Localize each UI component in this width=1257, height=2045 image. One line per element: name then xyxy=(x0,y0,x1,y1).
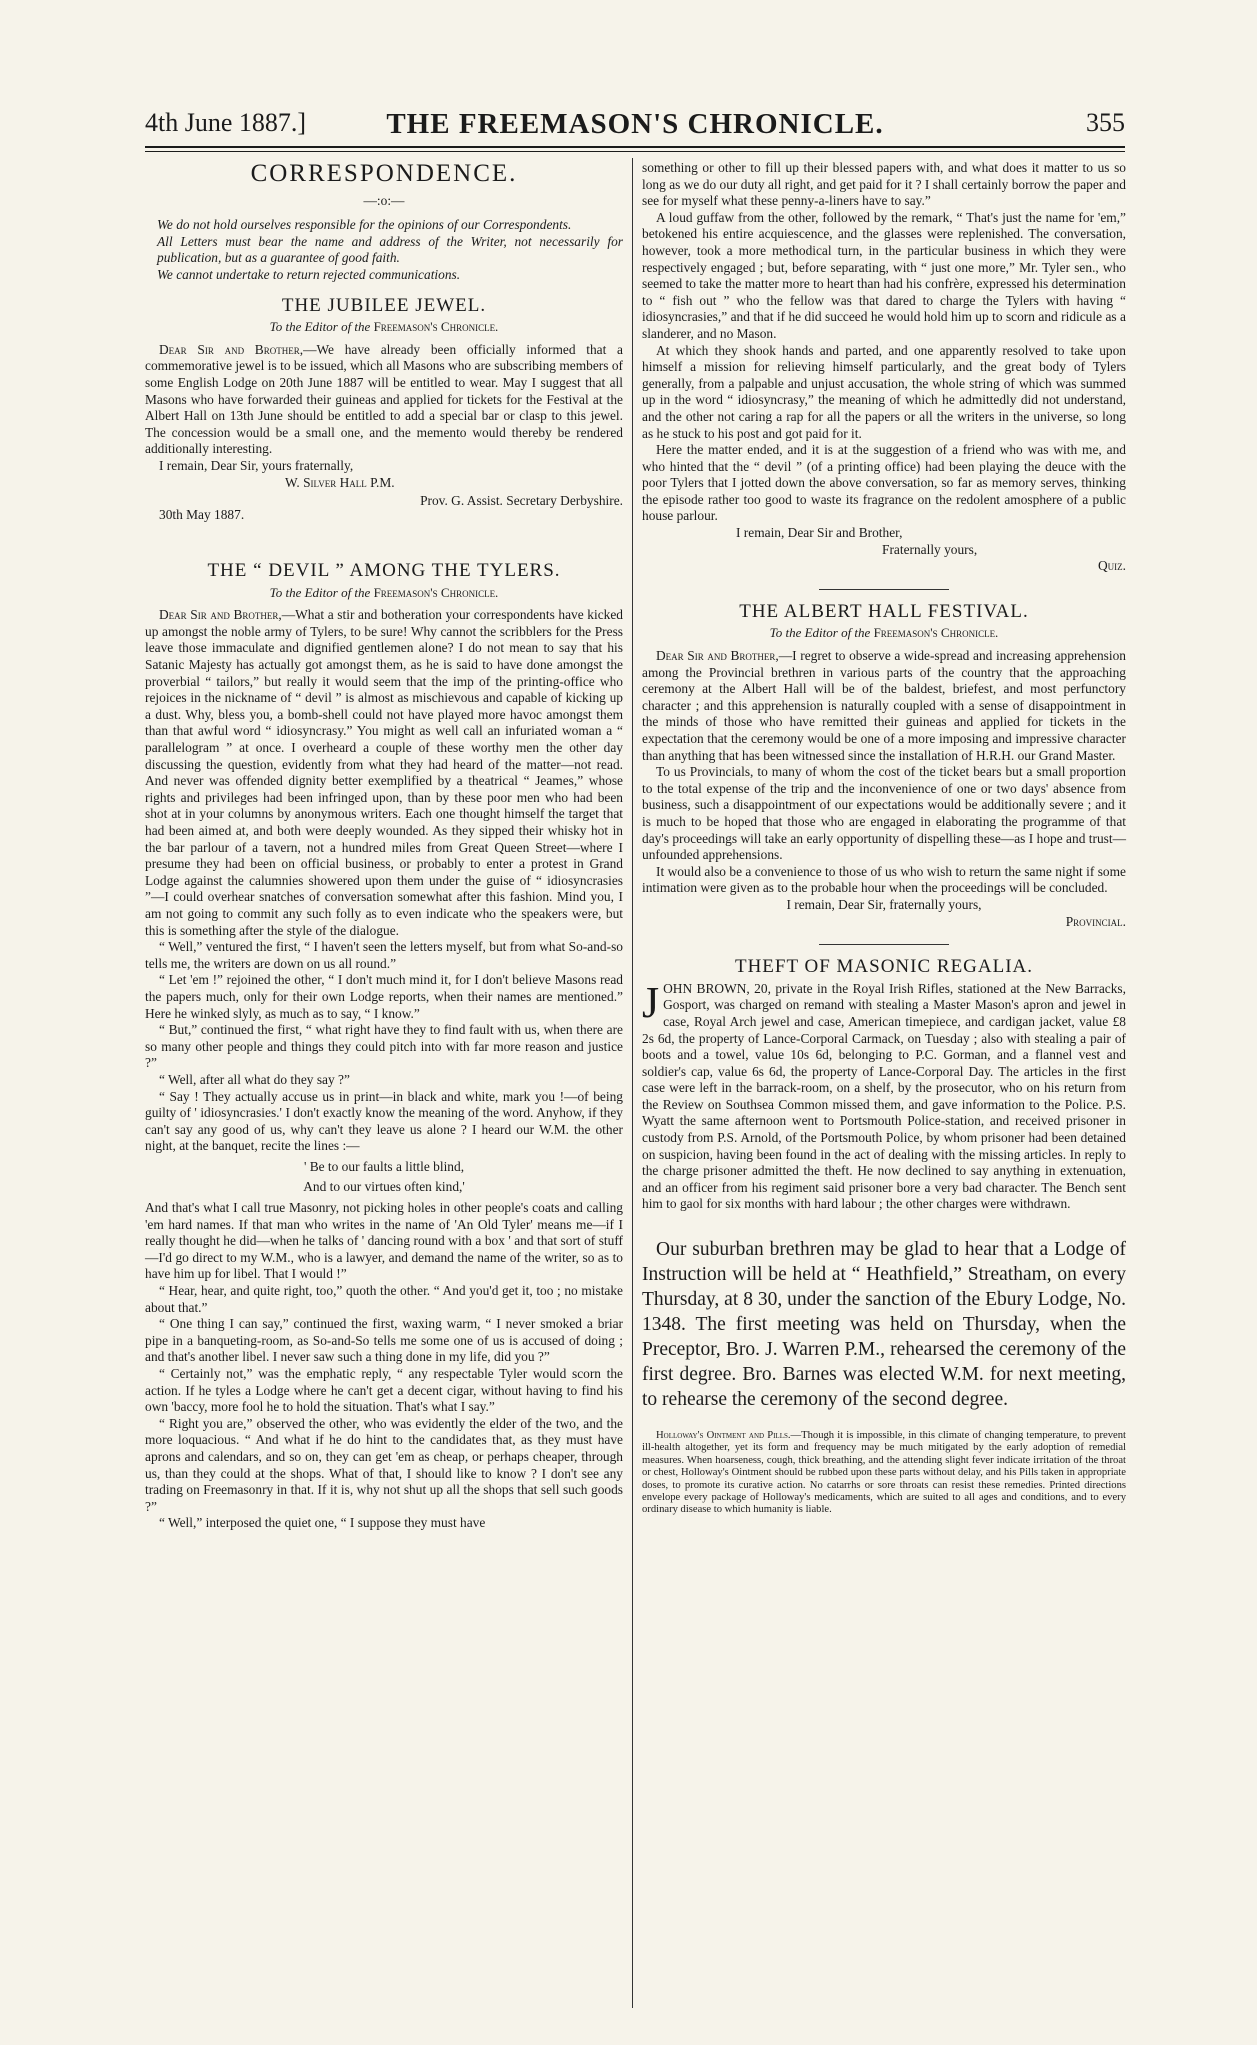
jubilee-to-paper: Freemason's Chronicle. xyxy=(373,319,499,335)
devil-cont-paragraph-3: At which they shook hands and parted, and one apparently resolved to take upon himself a mission for relieving himself particularly, and the great body of Tylers generally, from a palpable and unjust accusation, the whole string of which was summed up in the word “ idiosyncrasy,” the meaning of which he admittedly did not understand, and the other not caring a rap for all the papers or all the writers in the universe, so long as he stuck to his post and got paid for it. xyxy=(642,342,1126,441)
albert-paragraph-1-text: —I regret to observe a wide-spread and increasing apprehension among the Provincial brethren in various parts of the country that the approaching ceremony at the Albert Hall will be of the baldest, briefest, and most perfunctory character ; and this apprehension is naturally coupled with a sense of disappointment in the minds of those who have remitted their guineas and applied for tickets in the expectation that the ceremony would be one of a more imposing and impressive character than anything that has been witnessed since the installation of H.R.H. our Grand Master. xyxy=(642,648,1126,763)
verse-line-1: ' Be to our faults a little blind, xyxy=(303,1158,465,1174)
devil-title: THE “ DEVIL ” AMONG THE TYLERS. xyxy=(207,560,561,582)
albert-paragraph-1 xyxy=(642,648,1126,764)
devil-paragraph-9: “ One thing I can say,” continued the first, waxing warm, “ I never smoked a briar pipe in a banqueting-room, as So-and-So tells me some one of us is accused of doing ; and that's another libel. I never saw such a thing done in my life, did you ?” xyxy=(145,1316,623,1365)
albert-to-paper: Freemason's Chronicle. xyxy=(873,625,999,641)
devil-paragraph-7: And that's what I call true Masonry, not picking holes in other people's coats and calling 'em hard names. If that man who writes in the name of 'An Old Tyler' means me—if I really thought he did—when he talks of ' dancing round with a box ' and that sort of stuff—I'd go direct to my W.M., who is a lawyer, and demand the name of the writer, so as to have him up for libel. That I would !” xyxy=(145,1200,623,1282)
albert-signature: Provincial. xyxy=(1065,913,1126,929)
jubilee-title: THE JUBILEE JEWEL. xyxy=(281,294,487,316)
theft-dropcap: J xyxy=(642,977,660,1027)
devil-cont-paragraph-1: something or other to fill up their blessed papers with, and what does it matter to us so long as we do our duty all right, and get paid for it ? I shall certainly borrow the paper and see for myself what these penny-a-liners have to say.” xyxy=(642,160,1126,209)
jubilee-signature-block xyxy=(145,475,623,492)
devil-cont-signature: Quiz. xyxy=(1097,558,1126,574)
devil-cont-paragraph-2: A loud guffaw from the other, followed by the remark, “ That's just the name for 'em,” betokened his entire acquiescence, and the glasses were replenished. The conversation, however, took a more methodical turn, in the particular business in which they were respectively engaged ; but, before separating, with “ just one more,” Mr. Tyler sen., who seemed to take the matter more to heart than had his confrère, expressed his determination to “ fish out ” who the fellow was that dared to charge the Tylers with having “ idiosyncrasies,” and that if he did succeed he would hold him up to scorn and ridicule as a slanderer, and no Mason. xyxy=(642,209,1126,341)
albert-letter xyxy=(642,600,1126,930)
jubilee-to-editor xyxy=(145,319,623,336)
devil-paragraph-2: “ Well,” ventured the first, “ I haven't seen the letters myself, but from what So-and-so tells me, the writers are down on us all round.” xyxy=(145,939,623,971)
jubilee-role: Prov. G. Assist. Secretary Derbyshire. xyxy=(420,493,623,509)
albert-to-editor xyxy=(642,625,1126,642)
theft-body-text: OHN BROWN, 20, private in the Royal Irish Rifles, stationed at the New Barracks, Gosport, was charged on remand with stealing a Master Mason's apron and jewel in case, Royal Arch jewel and case, American timepiece, and cardigan jacket, value £8 2s 6d, the property of Lance-Corporal Carmack, on Tuesday ; also with stealing a pair of boots and a towel, value 10s 6d, belonging to P.C. Gorman, and a flannel vest and soldier's cap, value 6s 6d, the property of Lance-Corporal Day. The articles in the first case were left in the barrack-room, on a shelf, by the prosecutor, who on his return from the Review on Southsea Common missed them, and gave information to the Police. P.S. Wyatt the same afternoon went to Portsmouth Police-station, and received prisoner in custody from P.S. Arnold, of the Portsmouth Police, by whom prisoner had been detained on suspicion, having been found in the act of dealing with the missing articles. In reply to the charge prisoner admitted the theft. He now declined to say anything in extenuation, and an officer from his regiment said prisoner bore a very bad character. The Bench sent him to gaol for six months with hard labour ; the other charges were withdrawn. xyxy=(642,980,1126,1212)
header-rule xyxy=(145,146,1125,148)
jubilee-letter xyxy=(145,294,623,526)
verse-line-2: And to our virtues often kind,' xyxy=(303,1179,465,1195)
masthead-title: THE FREEMASON'S CHRONICLE. xyxy=(386,108,884,140)
jubilee-footer xyxy=(145,491,623,525)
page-number: 355 xyxy=(1086,108,1125,137)
advert-heading: Holloway's Ointment and Pills. xyxy=(656,1430,791,1442)
disclaimer-1: We do not hold ourselves responsible for the opinions of our Correspondents. xyxy=(157,217,572,233)
ornament: —:o:— xyxy=(363,192,405,208)
header-rule-thin xyxy=(145,151,1125,152)
jubilee-closing: I remain, Dear Sir, yours fraternally, xyxy=(159,457,354,473)
devil-paragraph-11: “ Right you are,” observed the other, who was evidently the elder of the two, and the more loquacious. “ And what if he do hint to the candidates that, as they must have aprons and calendars, and so on, they can get 'em as cheap, or perhaps cheaper, through us, than they could at the shops. What of that, I should like to know ? I don't see any trading on Freemasonry in that. If it is, why not shut up all the shops that sell such goods ?” xyxy=(145,1415,623,1514)
disclaimer-2: All Letters must bear the name and address of the Writer, not necessarily for publication, but as a guarantee of good faith. xyxy=(157,233,623,266)
devil-paragraph-1-text: —What a stir and botheration your correspondents have kicked up amongst the noble army of Tylers, to be sure! Why cannot the scribblers for the Press leave those immaculate and dignified gentlemen alone? I do not mean to say that his Satanic Majesty has actually got amongst them, as he is said to have done amongst the proverbial “ tailors,” but really it would seem that the imp of the printing-office who rejoices in the nickname of “ devil ” is almost as mischievous and capable of kicking up a dust. Why, bless you, a bomb-shell could not have played more havoc amongst them than that awful word “ idiosyncrasy.” You might as well call an infuriated woman a “ parallelogram ” at once. I overheard a couple of these worthy men the other day discussing the question, evidently from what they had heard of the matter—not read. And never was offended dignity better exemplified by a theatrical “ Jeames,” whose rights and privileges had been infringed upon, than by these poor men who had been shot at in your columns by anonymous writers. Each one thought himself the target that had been aimed at, and both were deeply wounded. As they sipped their whisky hot in the bar parlour of a tavern, not a hundred miles from Great Queen Street—where I presume they had been on official business, or probably to enter a protest in Grand Lodge against the calumnies showered upon them under the guise of “ idiosyncrasies ”—I could overhear snatches of conversation somewhat after this fashion. Mind you, I am not going to commit any such folly as to even indicate who the speakers were, but this is something after the style of the dialogue. xyxy=(145,607,623,938)
page-header xyxy=(145,108,1125,144)
devil-paragraph-8: “ Hear, hear, and quite right, too,” quoth the other. “ And you'd get it, too ; no mistake about that.” xyxy=(145,1283,623,1315)
devil-paragraph-3: “ Let 'em !” rejoined the other, “ I don't much mind it, for I don't believe Masons read the papers much, only for their own Lodge reports, when their names are mentioned.” Here he winked slyly, as much as to say, “ I know.” xyxy=(145,972,623,1021)
disclaimer-list xyxy=(145,217,623,283)
albert-title: THE ALBERT HALL FESTIVAL. xyxy=(739,600,1029,622)
devil-paragraph-10: “ Certainly not,” was the emphatic reply, “ any respectable Tyler would scorn the action. If he tyles a Lodge where he can't get a decent cigar, without having to find his own 'baccy, more fool he to hold the situation. That's what I say.” xyxy=(145,1366,623,1415)
jubilee-body xyxy=(145,342,623,458)
theft-title: THEFT OF MASONIC REGALIA. xyxy=(734,956,1034,978)
separator-rule xyxy=(819,589,949,590)
issue-date: 4th June 1887.] xyxy=(145,108,307,137)
jubilee-body-text: —We have already been officially informed that a commemorative jewel is to be issued, which all Masons who are subscribing members of some English Lodge on 20th June 1887 will be entitled to wear. May I suggest that all Masons who have forwarded their guineas and applied for tickets for the Festival at the Albert Hall on 13th June should be entitled to add a special bar or clasp to this jewel. The concession would be a small one, and the memento would thereby be rendered additionally interesting. xyxy=(145,341,623,457)
albert-paragraph-2: To us Provincials, to many of whom the cost of the ticket bears but a small proportion to the total expense of the trip and the inconvenience of one or two days' absence from business, such a disappointment of our expectations would be additionally severe ; and it is much to be hoped that those who are engaged in elaborating the programme of that day's proceedings will take an early opportunity of dispelling these—as I hope and trust—unfounded apprehensions. xyxy=(642,764,1126,863)
albert-closing: I remain, Dear Sir, fraternally yours, xyxy=(786,896,982,912)
devil-paragraph-12: “ Well,” interposed the quiet one, “ I suppose they must have xyxy=(159,1515,486,1531)
disclaimer-3: We cannot undertake to return rejected communications. xyxy=(157,266,461,282)
holloway-advert xyxy=(642,1430,1126,1517)
devil-letter xyxy=(145,560,623,1532)
jubilee-to-editor-text: To the Editor of the xyxy=(269,319,371,335)
column-divider xyxy=(632,158,633,2008)
lodge-notice: Our suburban brethren may be glad to hear that a Lodge of Instruction will be held at “ Heathfield,” Streatham, on every Thursday, at 8 30, under the sanction of the Ebury Lodge, No. 1348. The first meeting was held on Thursday, when the Preceptor, Bro. J. Warren P.M., rehearsed the ceremony of the first degree. Bro. Barnes was elected W.M. for next meeting, to rehearse the ceremony of the second degree. xyxy=(642,1239,1126,1411)
devil-letter-continued xyxy=(642,160,1126,575)
devil-to-paper: Freemason's Chronicle. xyxy=(373,584,499,600)
left-column xyxy=(145,160,623,1532)
devil-cont-paragraph-4: Here the matter ended, and it is at the suggestion of a friend who was with me, and who hinted that the “ devil ” (of a printing office) had been playing the deuce with the poor Tylers that I jotted down the above conversation, so far as memory serves, thinking the episode rather too good to waste its fragrance on the redolent amosphere of a public house parlour. xyxy=(642,442,1126,524)
devil-paragraph-1 xyxy=(145,607,623,939)
devil-cont-closing: I remain, Dear Sir and Brother, xyxy=(736,525,903,541)
devil-paragraph-4: “ But,” continued the first, “ what right have they to find fault with us, when there are so many other people and things they could pitch into with far more reason and justice ?” xyxy=(145,1022,623,1071)
jubilee-signature: W. Silver Hall P.M. xyxy=(285,474,395,490)
right-column xyxy=(642,160,1126,1517)
separator-rule-2 xyxy=(819,944,949,945)
devil-cont-fraternally: Fraternally yours, xyxy=(882,541,978,557)
jubilee-date: 30th May 1887. xyxy=(159,507,245,523)
advert-body: —Though it is impossible, in this climate of changing temperature, to prevent ill-health altogether, yet its form and frequency may be much mitigated by the early adoption of remedial measures. When hoarseness, cough, thick breathing, and the attending slight fever indicate irritation of the throat or chest, Holloway's Ointment should be rubbed upon these parts without delay, and his Pills taken in appropriate doses, to promote its curative action. No catarrhs or sore throats can resist these remedies. Printed directions envelope every package of Holloway's medicaments, which are suited to all ages and conditions, and to every ordinary disease to which humanity is liable. xyxy=(642,1430,1126,1516)
devil-to-editor xyxy=(145,585,623,602)
albert-to-editor-text: To the Editor of the xyxy=(769,625,871,641)
albert-salutation: Dear Sir and Brother, xyxy=(656,648,779,664)
theft-article xyxy=(642,956,1126,1213)
albert-paragraph-3: It would also be a convenience to those of us who wish to return the same night if some intimation were given as to the probable hour when the proceedings will be concluded. xyxy=(642,863,1126,896)
devil-salutation: Dear Sir and Brother, xyxy=(159,607,282,623)
devil-to-editor-text: To the Editor of the xyxy=(269,584,371,600)
devil-paragraph-5: “ Well, after all what do they say ?” xyxy=(159,1071,350,1087)
theft-body xyxy=(642,977,1126,1213)
devil-paragraph-6: “ Say ! They actually accuse us in print—in black and white, mark you !—of being guilty of ' idiosyncrasies.' I don't exactly know the meaning of the word. Anyhow, if they can't say any good of us, why can't they leave us alone ? I heard our W.M. the other night, at the banquet, recite the lines :— xyxy=(145,1088,623,1154)
section-title: CORRESPONDENCE. xyxy=(250,160,518,187)
jubilee-salutation: Dear Sir and Brother, xyxy=(159,341,304,357)
